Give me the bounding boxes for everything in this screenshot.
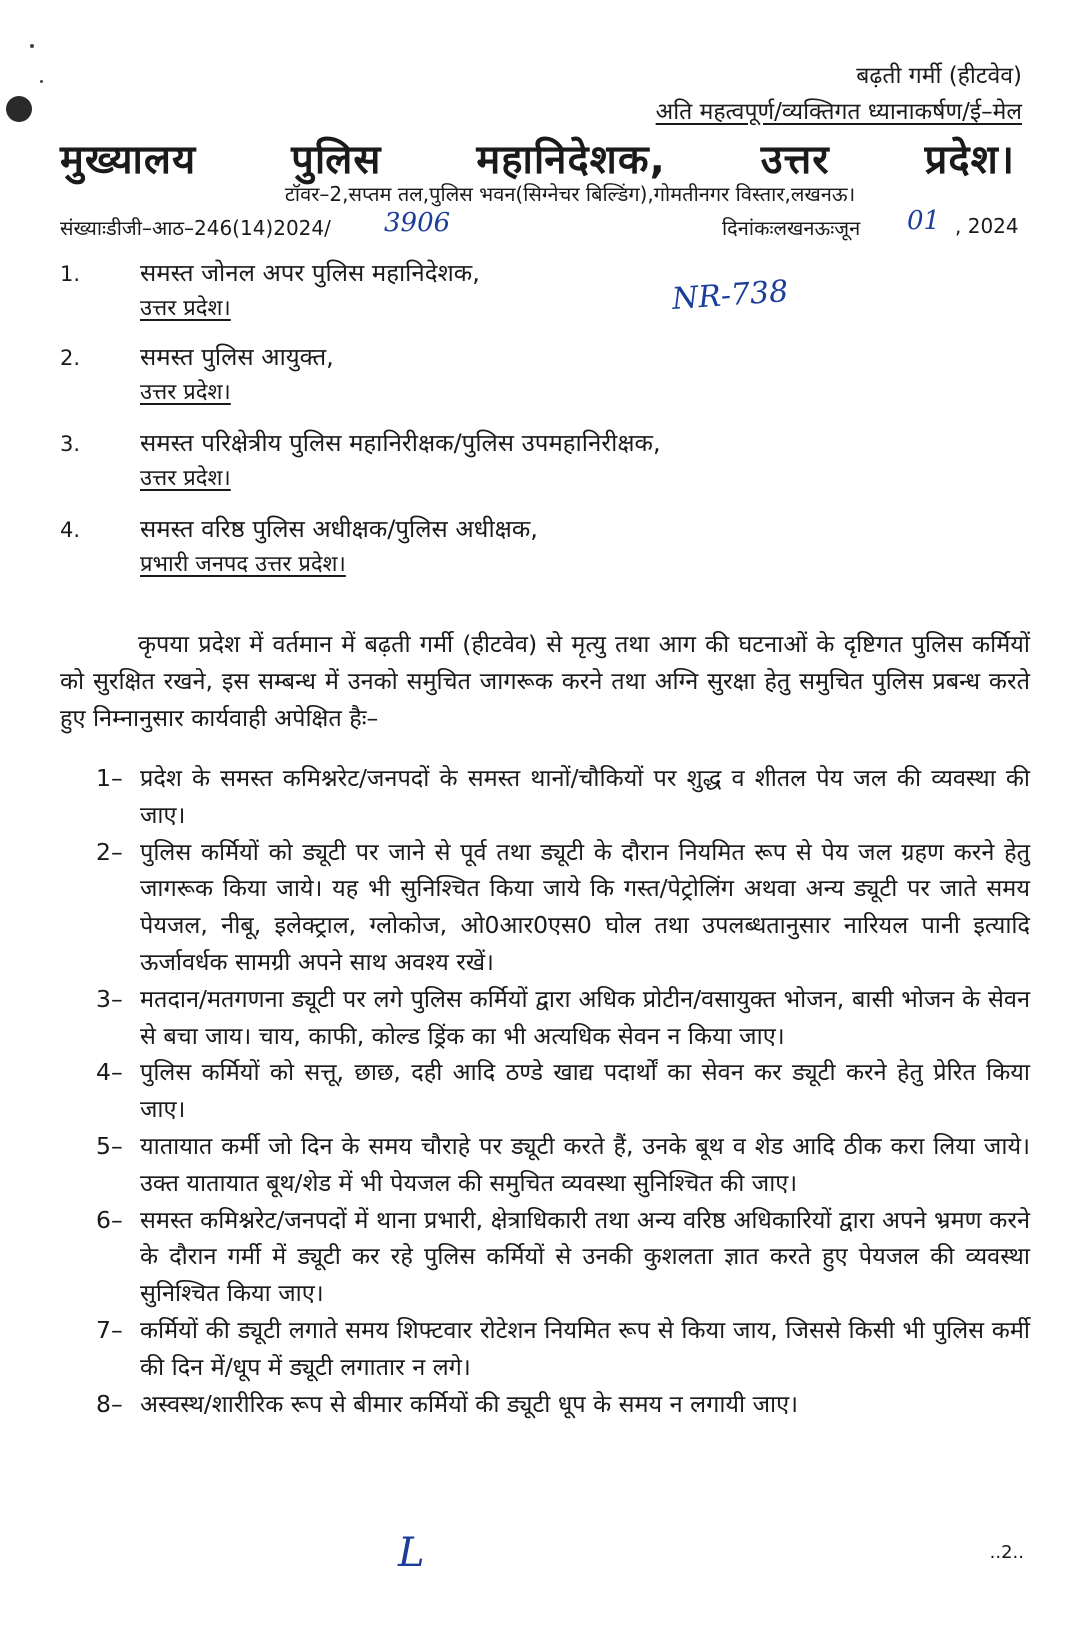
item-number: 3–	[96, 984, 123, 1013]
instruction-list	[96, 760, 1030, 1422]
list-item	[96, 1312, 1030, 1386]
item-text: पुलिस कर्मियों को सत्तू, छाछ, दही आदि ठण्डे खाद्य पदार्थों का सेवन कर ड्यूटी करने हेतु प्रेरित किया जाए।	[140, 1058, 1030, 1124]
addressee-number: 3.	[60, 432, 81, 456]
office-word: प्रदेश।	[924, 137, 1015, 183]
punch-hole	[6, 96, 32, 122]
item-text: कर्मियों की ड्यूटी लगाते समय शिफ्टवार रोटेशन नियमित रूप से किया जाय, जिससे किसी भी पुलिस कर्मी की दिन में/धूप में ड्यूटी लगातार न लगे।	[140, 1315, 1030, 1381]
list-item	[96, 834, 1030, 981]
list-item	[96, 1054, 1030, 1128]
addressee-number: 1.	[60, 262, 81, 286]
handwritten-mark: NR-738	[670, 273, 790, 318]
item-text: पुलिस कर्मियों को ड्यूटी पर जाने से पूर्व तथा ड्यूटी के दौरान नियमित रूप से पेय जल ग्रहण करने हेतु जागरूक किया जाये। यह भी सुनिश्चित किया जाये कि गस्त/पेट्रोलिंग अथवा अन्य ड्यूटी पर जाते समय पेयजल, नीबू, इलेक्ट्राल, ग्लोकोज, ओ0आर0एस0 घोल तथा उपलब्धतानुसार नारियल पानी इत्यादि ऊर्जावर्धक सामग्री अपने साथ अवश्य रखें।	[140, 837, 1030, 976]
office-word: पुलिस	[291, 137, 382, 183]
addressee-sub: उत्तर प्रदेश।	[140, 296, 231, 321]
date-year: , 2024	[955, 214, 1019, 238]
addressee-number: 4.	[60, 518, 81, 542]
item-number: 6–	[96, 1205, 123, 1234]
date-handwritten: 01	[907, 206, 941, 236]
office-word: महानिदेशक,	[476, 137, 666, 183]
next-page-marker: ..2..	[989, 1542, 1024, 1563]
heatwave-tag: बढ़ती गर्मी (हीटवेव)	[856, 63, 1022, 89]
office-word: मुख्यालय	[60, 137, 197, 183]
list-item	[96, 981, 1030, 1055]
handwritten-initial: L	[398, 1530, 425, 1576]
addressee-line: समस्त वरिष्ठ पुलिस अधीक्षक/पुलिस अधीक्षक,	[140, 515, 538, 543]
addressee-line: समस्त परिक्षेत्रीय पुलिस महानिरीक्षक/पुलिस उपमहानिरीक्षक,	[140, 429, 661, 457]
scan-speck	[30, 44, 34, 48]
addressee-sub: उत्तर प्रदेश।	[140, 466, 231, 491]
item-number: 1–	[96, 764, 123, 792]
item-number: 8–	[96, 1389, 123, 1418]
scan-speck	[40, 80, 43, 83]
reference-handwritten: 3906	[384, 208, 451, 238]
list-item	[96, 1202, 1030, 1312]
item-number: 4–	[96, 1058, 123, 1087]
item-number: 7–	[96, 1315, 123, 1344]
list-item	[96, 760, 1030, 834]
addressee-sub: उत्तर प्रदेश।	[140, 380, 231, 405]
item-number: 5–	[96, 1131, 123, 1160]
list-item	[96, 1386, 1030, 1423]
office-title	[60, 130, 1015, 185]
date-label: दिनांकःलखनऊःजून	[722, 216, 861, 240]
addressee-sub: प्रभारी जनपद उत्तर प्रदेश।	[140, 552, 346, 577]
list-item	[96, 1128, 1030, 1202]
item-text: अस्वस्थ/शारीरिक रूप से बीमार कर्मियों की ड्यूटी धूप के समय न लगायी जाए।	[140, 1389, 799, 1418]
office-word: उत्तर	[760, 137, 830, 183]
office-address: टॉवर–2,सप्तम तल,पुलिस भवन(सिग्नेचर बिल्डिंग),गोमतीनगर विस्तार,लखनऊ।	[284, 182, 856, 206]
intro-paragraph: कृपया प्रदेश में वर्तमान में बढ़ती गर्मी (हीटवेव) से मृत्यु तथा आग की घटनाओं के दृष्टिगत पुलिस कर्मियों को सुरक्षित रखने, इस सम्बन्ध में उनको समुचित जागरूक करने तथा अग्नि सुरक्षा हेतु समुचित पुलिस प्रबन्ध करते हुए निम्नानुसार कार्यवाही अपेक्षित हैः–	[60, 630, 1030, 732]
reference-number: संख्याःडीजी–आठ–246(14)2024/	[60, 216, 331, 240]
item-text: समस्त कमिश्नरेट/जनपदों में थाना प्रभारी, क्षेत्राधिकारी तथा अन्य वरिष्ठ अधिकारियों द्वारा अपने भ्रमण करने के दौरान गर्मी में ड्यूटी कर रहे पुलिस कर्मियों से उनकी कुशलता ज्ञात करते हुए पेयजल की व्यवस्था सुनिश्चित किया जाए।	[140, 1205, 1030, 1308]
priority-tag: अति महत्वपूर्ण/व्यक्तिगत ध्यानाकर्षण/ई–मेल	[655, 99, 1022, 125]
addressee-line: समस्त पुलिस आयुक्त,	[140, 343, 334, 371]
item-text: मतदान/मतगणना ड्यूटी पर लगे पुलिस कर्मियों द्वारा अधिक प्रोटीन/वसायुक्त भोजन, बासी भोजन के सेवन से बचा जाय। चाय, काफी, कोल्ड ड्रिंक का भी अत्यधिक सेवन न किया जाए।	[140, 984, 1030, 1050]
addressee-number: 2.	[60, 346, 81, 370]
item-text: प्रदेश के समस्त कमिश्नरेट/जनपदों के समस्त थानों/चौकियों पर शुद्ध व शीतल पेय जल की व्यवस्था की जाए।	[140, 764, 1030, 829]
item-number: 2–	[96, 837, 123, 866]
addressee-line: समस्त जोनल अपर पुलिस महानिदेशक,	[140, 259, 480, 287]
item-text: यातायात कर्मी जो दिन के समय चौराहे पर ड्यूटी करते हैं, उनके बूथ व शेड आदि ठीक करा लिया जाये। उक्त यातायात बूथ/शेड में भी पेयजल की समुचित व्यवस्था सुनिश्चित की जाए।	[140, 1131, 1030, 1197]
